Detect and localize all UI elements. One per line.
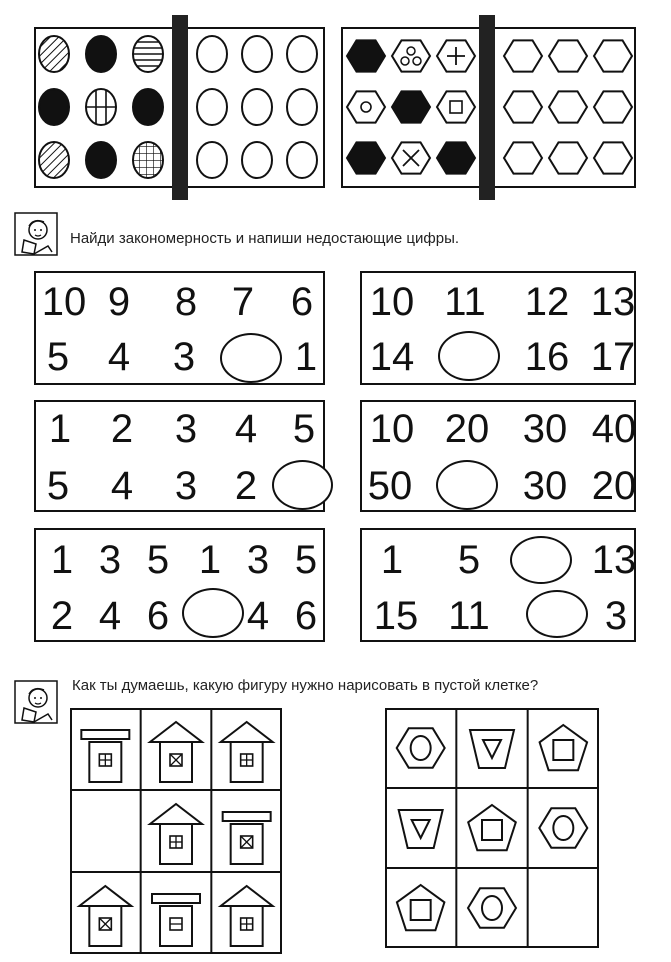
puzzle-1-number: 10 bbox=[41, 280, 87, 324]
answer-blank[interactable] bbox=[182, 588, 244, 638]
number-puzzle-4 bbox=[360, 400, 636, 512]
puzzle-5-number: 4 bbox=[246, 594, 270, 638]
answer-blank[interactable] bbox=[526, 590, 588, 638]
answer-blank[interactable] bbox=[436, 460, 498, 510]
puzzle-1-number: 8 bbox=[174, 280, 198, 324]
puzzle-5-number: 5 bbox=[294, 538, 318, 582]
hexagon-circle bbox=[347, 91, 385, 122]
number-puzzle-2 bbox=[360, 271, 636, 385]
house-grid bbox=[70, 708, 282, 954]
puzzle-1-number: 1 bbox=[294, 335, 318, 379]
puzzle-3-number: 3 bbox=[174, 407, 198, 451]
hexagon-filled bbox=[437, 142, 475, 173]
circle-pattern-left bbox=[39, 36, 163, 178]
inner-square bbox=[482, 820, 502, 840]
hexagon-pattern-panel bbox=[341, 27, 636, 188]
answer-blank[interactable] bbox=[510, 536, 572, 584]
puzzle-4-number: 30 bbox=[522, 407, 568, 451]
puzzle-2-number: 12 bbox=[524, 280, 570, 324]
inner-circle bbox=[482, 896, 502, 920]
hexagon-empty bbox=[594, 91, 632, 122]
instruction-figure: Как ты думаешь, какую фигуру нужно нарисовать в пустой клетке? bbox=[72, 677, 539, 694]
number-puzzle-5 bbox=[34, 528, 325, 642]
puzzle-5-number: 3 bbox=[98, 538, 122, 582]
puzzle-5-number: 6 bbox=[294, 594, 318, 638]
puzzle-3-number: 1 bbox=[48, 407, 72, 451]
hexagon-empty bbox=[594, 142, 632, 173]
inner-square bbox=[553, 740, 573, 760]
child-reading-icon bbox=[14, 212, 58, 256]
hexagon-filled bbox=[347, 142, 385, 173]
puzzle-4-number: 30 bbox=[522, 464, 568, 508]
hexagon-square bbox=[437, 91, 475, 122]
puzzle-5-number: 1 bbox=[50, 538, 74, 582]
puzzle-6-number: 11 bbox=[448, 594, 490, 638]
puzzle-2-number: 11 bbox=[444, 280, 486, 324]
puzzle-3-number: 2 bbox=[110, 407, 134, 451]
answer-blank[interactable] bbox=[438, 331, 500, 381]
answer-blank[interactable] bbox=[272, 460, 333, 510]
circle-pattern-empty bbox=[197, 36, 317, 178]
puzzle-3-number: 4 bbox=[234, 407, 258, 451]
puzzle-4-number: 20 bbox=[591, 464, 637, 508]
hexagon-empty bbox=[504, 142, 542, 173]
hexagon-three-dots bbox=[392, 40, 430, 71]
hexagon-empty bbox=[504, 40, 542, 71]
puzzle-6-number: 1 bbox=[380, 538, 404, 582]
inner-square bbox=[411, 900, 431, 920]
puzzle-5-number: 5 bbox=[146, 538, 170, 582]
puzzle-1-number: 7 bbox=[231, 280, 255, 324]
puzzle-5-number: 2 bbox=[50, 594, 74, 638]
instruction-numbers: Найди закономерность и напиши недостающие цифры. bbox=[70, 230, 460, 247]
puzzle-4-number: 10 bbox=[369, 407, 415, 451]
shape-grid-drawing bbox=[385, 708, 599, 948]
inner-circle bbox=[553, 816, 573, 840]
shape-grid bbox=[385, 708, 599, 948]
puzzle-3-number: 5 bbox=[46, 464, 70, 508]
puzzle-5-number: 6 bbox=[146, 594, 170, 638]
puzzle-4-number: 20 bbox=[444, 407, 490, 451]
inner-circle bbox=[411, 736, 431, 760]
number-puzzle-3 bbox=[34, 400, 325, 512]
hexagon-empty bbox=[549, 91, 587, 122]
puzzle-4-number: 50 bbox=[367, 464, 413, 508]
circle-pattern-panel bbox=[34, 27, 325, 188]
hexagon-shapes bbox=[341, 27, 636, 188]
answer-blank[interactable] bbox=[220, 333, 282, 383]
puzzle-6-number: 3 bbox=[604, 594, 628, 638]
puzzle-6-number: 15 bbox=[373, 594, 419, 638]
hexagon-empty bbox=[504, 91, 542, 122]
number-puzzle-6 bbox=[360, 528, 636, 642]
puzzle-6-number: 13 bbox=[591, 538, 637, 582]
puzzle-2-number: 13 bbox=[590, 280, 636, 324]
puzzle-3-number: 3 bbox=[174, 464, 198, 508]
puzzle-1-number: 3 bbox=[172, 335, 196, 379]
flat-roof bbox=[152, 894, 200, 903]
circle-pattern-drawing bbox=[34, 27, 325, 188]
puzzle-5-number: 4 bbox=[98, 594, 122, 638]
hexagon-empty bbox=[549, 40, 587, 71]
puzzle-5-number: 3 bbox=[246, 538, 270, 582]
puzzle-1-number: 4 bbox=[107, 335, 131, 379]
puzzle-1-number: 9 bbox=[107, 280, 131, 324]
puzzle-2-number: 16 bbox=[524, 335, 570, 379]
hexagon-empty bbox=[549, 142, 587, 173]
puzzle-5-number: 1 bbox=[198, 538, 222, 582]
hexagon-filled bbox=[347, 40, 385, 71]
child-reading-icon bbox=[14, 680, 58, 724]
number-puzzle-1 bbox=[34, 271, 325, 385]
house-grid-drawing bbox=[70, 708, 282, 954]
puzzle-2-number: 17 bbox=[590, 335, 636, 379]
hexagon-filled bbox=[392, 91, 430, 122]
puzzle-2-number: 14 bbox=[369, 335, 415, 379]
puzzle-1-number: 5 bbox=[46, 335, 70, 379]
hexagon-empty bbox=[594, 40, 632, 71]
puzzle-6-number: 5 bbox=[457, 538, 481, 582]
puzzle-4-number: 40 bbox=[591, 407, 637, 451]
flat-roof bbox=[81, 730, 129, 739]
flat-roof bbox=[223, 812, 271, 821]
puzzle-2-number: 10 bbox=[369, 280, 415, 324]
puzzle-3-number: 5 bbox=[292, 407, 316, 451]
puzzle-1-number: 6 bbox=[290, 280, 314, 324]
puzzle-3-number: 4 bbox=[110, 464, 134, 508]
puzzle-3-number: 2 bbox=[234, 464, 258, 508]
